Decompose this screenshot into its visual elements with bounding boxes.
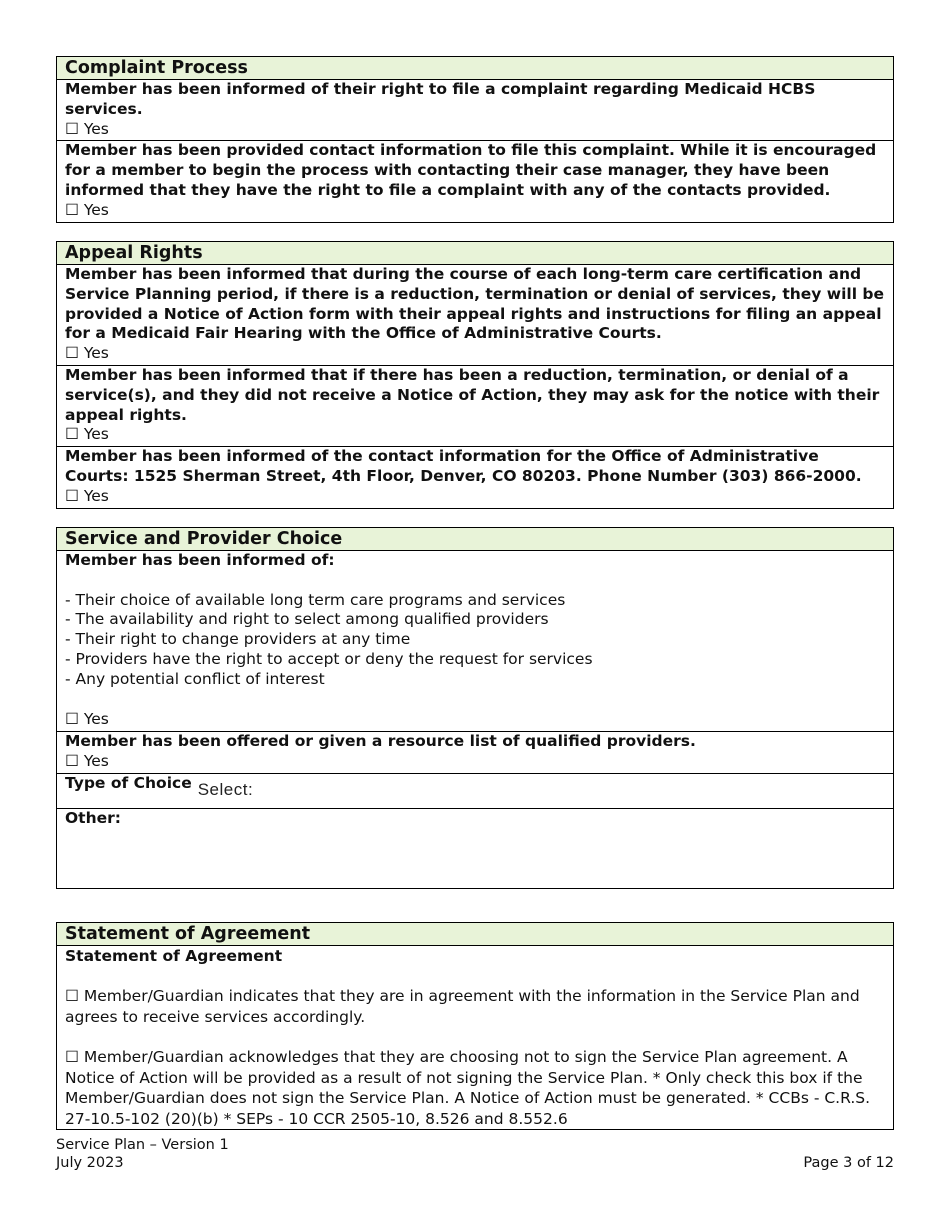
agreement-subtitle: Statement of Agreement	[65, 947, 283, 965]
list-item: - Providers have the right to accept or deny the request for services	[65, 649, 593, 668]
question-text: Member has been informed that if there has been a reduction, termination, or denial of a service(s), and they did not receive a Notice of Action, they may ask for the notice with their appeal rights.	[65, 365, 880, 424]
appeal-rights-section	[56, 241, 894, 509]
list-item: - Any potential conflict of interest	[65, 669, 325, 688]
question-text: Member has been informed that during the course of each long-term care certification and Service Planning period, if there is a reduction, termination or denial of services, they will be provided a Notice of Action form with their appeal rights and instructions for filing an appeal for a Medicaid Fair Hearing with the Office of Administrative Courts.	[65, 265, 885, 343]
decline-option-checkbox[interactable]: ☐ Member/Guardian acknowledges that they are choosing not to sign the Service Plan agreement. A Notice of Action will be provided as a result of not signing the Service Plan. * Only check this box if the Member/Guardian does not sign the Service Plan. A Notice of Action must be generated. * CCBs - C.R.S. 27-10.5-102 (20)(b) * SEPs - 10 CCR 2505-10, 8.526 and 8.552.6	[65, 1048, 871, 1128]
section-title: Service and Provider Choice	[57, 528, 893, 551]
document-date: July 2023	[56, 1155, 124, 1171]
service-provider-choice-section	[56, 527, 894, 889]
complaint-process-section	[56, 56, 894, 223]
yes-checkbox[interactable]: ☐ Yes	[65, 425, 109, 444]
yes-checkbox[interactable]: ☐ Yes	[65, 710, 109, 729]
section-title: Appeal Rights	[57, 242, 893, 265]
other-label: Other:	[65, 808, 121, 827]
resource-item	[57, 732, 893, 774]
section-title: Complaint Process	[57, 57, 893, 80]
informed-item	[57, 551, 893, 732]
agreement-body	[57, 946, 893, 1129]
appeal-item	[57, 366, 893, 447]
appeal-item	[57, 265, 893, 366]
other-row	[57, 809, 893, 888]
page-number: Page 3 of 12	[803, 1155, 894, 1171]
section-title: Statement of Agreement	[57, 923, 893, 946]
question-text: Member has been informed of their right to file a complaint regarding Medicaid HCBS services.	[65, 80, 816, 118]
yes-checkbox[interactable]: ☐ Yes	[65, 751, 109, 770]
list-item: - Their choice of available long term care programs and services	[65, 590, 566, 609]
yes-checkbox[interactable]: ☐ Yes	[65, 200, 109, 219]
type-of-choice-row	[57, 774, 893, 809]
list-item: - The availability and right to select among qualified providers	[65, 610, 549, 629]
type-of-choice-label: Type of Choice	[65, 773, 192, 792]
question-text: Member has been informed of the contact information for the Office of Administrative Courts: 1525 Sherman Street, 4th Floor, Denver, CO 80203. Phone Number (303) 866-2000.	[65, 447, 862, 485]
question-text: Member has been informed of:	[65, 551, 335, 569]
yes-checkbox[interactable]: ☐ Yes	[65, 486, 109, 505]
type-of-choice-select[interactable]: Select:	[197, 779, 254, 799]
question-text: Member has been offered or given a resource list of qualified providers.	[65, 732, 696, 751]
document-name: Service Plan – Version 1	[56, 1137, 229, 1153]
agreement-option-checkbox[interactable]: ☐ Member/Guardian indicates that they are in agreement with the information in the Service Plan and agrees to receive services accordingly.	[65, 987, 860, 1026]
yes-checkbox[interactable]: ☐ Yes	[65, 344, 109, 363]
statement-of-agreement-section	[56, 922, 894, 1130]
complaint-item	[57, 141, 893, 221]
question-text: Member has been provided contact information to file this complaint. While it is encouraged for a member to begin the process with contacting their case manager, they have been informed that they have the right to file a complaint with any of the contacts provided.	[65, 141, 877, 199]
page-footer	[56, 1136, 894, 1172]
list-item: - Their right to change providers at any time	[65, 630, 411, 649]
yes-checkbox[interactable]: ☐ Yes	[65, 119, 109, 138]
appeal-item	[57, 447, 893, 507]
informed-list	[65, 591, 885, 690]
complaint-item	[57, 80, 893, 141]
